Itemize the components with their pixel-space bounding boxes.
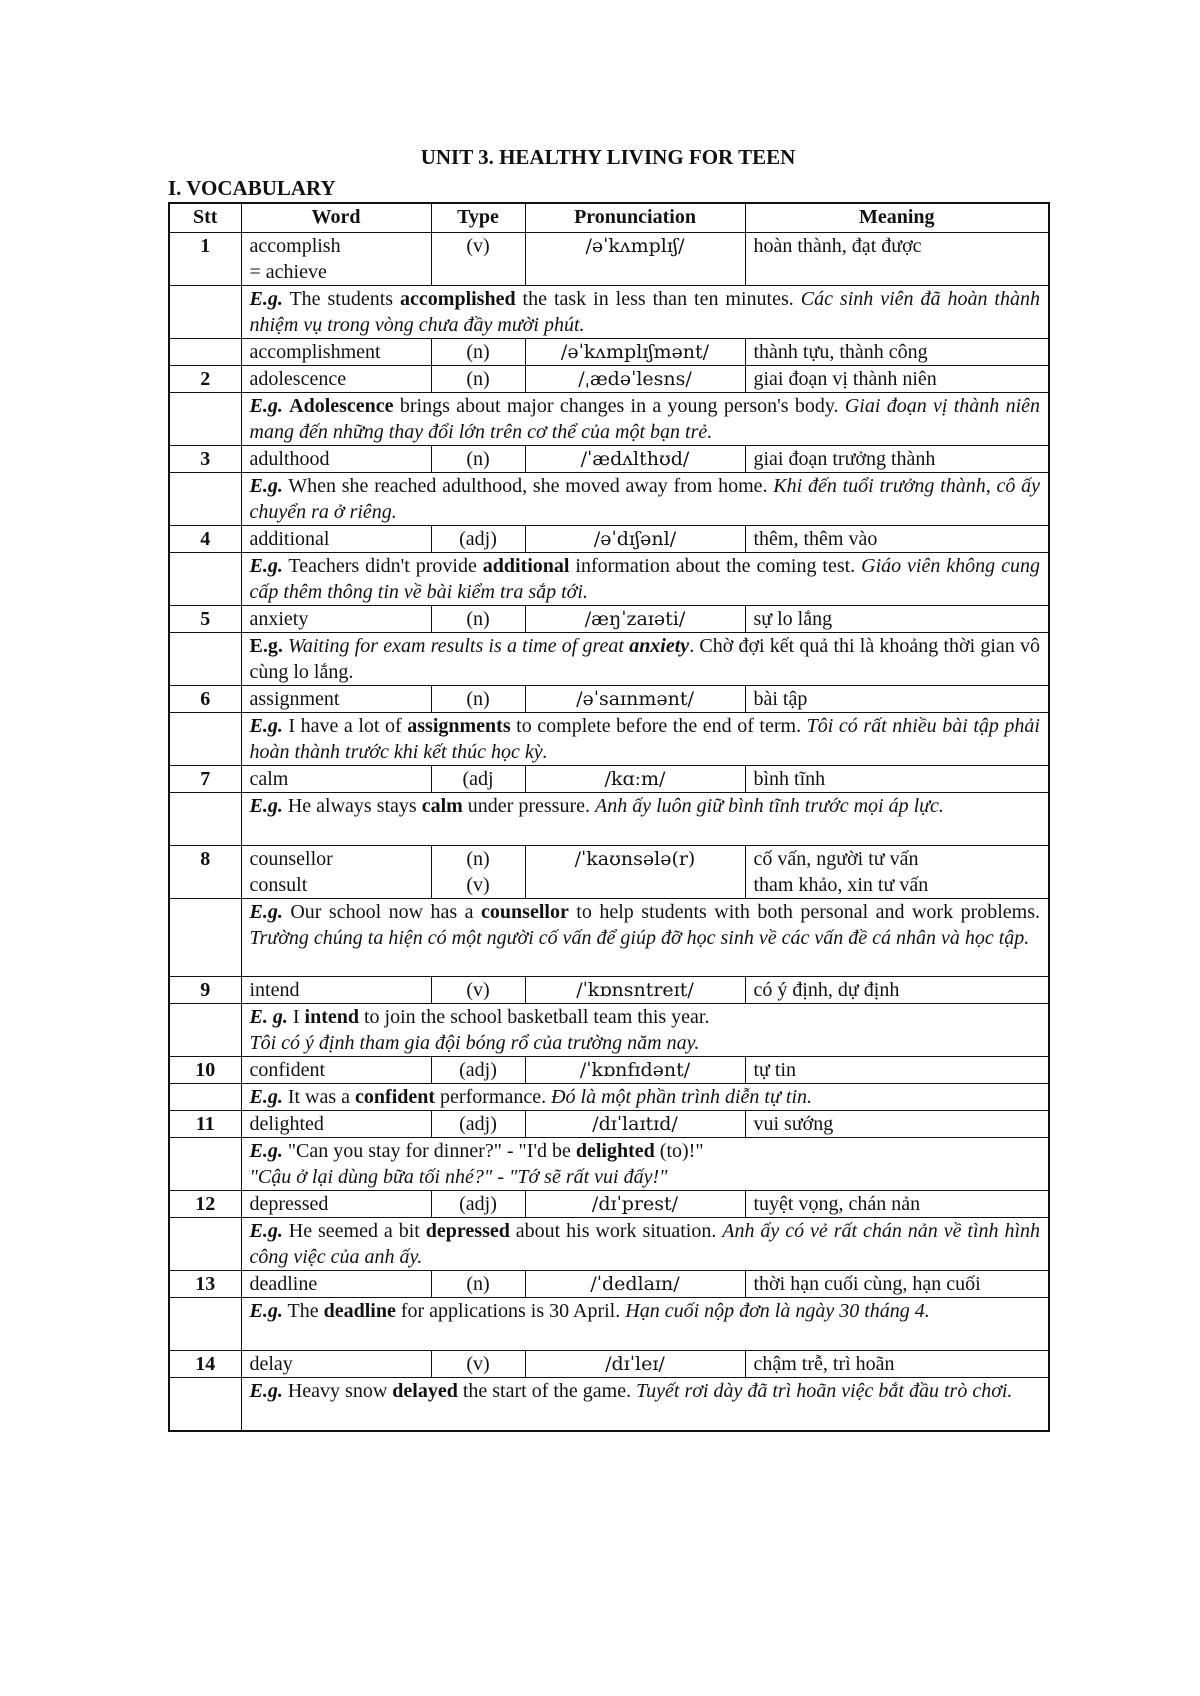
table-row: 6 assignment (n) /əˈsaɪnmənt/ bài tập — [169, 686, 1049, 713]
table-row: 11 delighted (adj) /dɪˈlaɪtɪd/ vui sướng — [169, 1111, 1049, 1138]
example-cell: E.g. I have a lot of assignments to complete before the end of term. Tôi có rất nhiều bài tập phải hoàn thành trước khi kết thúc học kỳ. — [241, 713, 1049, 766]
word-cell — [241, 233, 431, 286]
table-row: 8 counsellor consult (n) (v) /ˈkaʊnsələ(r) cố vấn, người tư vấn tham khảo, xin tư vấn — [169, 846, 1049, 899]
word: accomplish — [249, 235, 341, 257]
example-row — [169, 393, 1049, 446]
example-cell: E.g. Heavy snow delayed the start of the game. Tuyết rơi dày đã trì hoãn việc bắt đầu trò chơi. — [241, 1378, 1049, 1432]
example-row — [169, 1084, 1049, 1111]
stt-cell: 1 — [169, 233, 241, 286]
example-row — [169, 473, 1049, 526]
table-row: 2 adolescence (n) /ˌædəˈlesns/ giai đoạn vị thành niên — [169, 366, 1049, 393]
example-row — [169, 713, 1049, 766]
document-page — [168, 140, 1048, 1432]
meaning-cell: thành tựu, thành công — [745, 339, 1049, 366]
example-cell: E.g. He always stays calm under pressure. Anh ấy luôn giữ bình tĩnh trước mọi áp lực. — [241, 793, 1049, 846]
example-cell: E.g. "Can you stay for dinner?" - "I'd be delighted (to)!" "Cậu ở lại dùng bữa tối nhé?" - "Tớ sẽ rất vui đấy!" — [241, 1138, 1049, 1191]
example-row — [169, 286, 1049, 339]
example-cell: E.g. The students accomplished the task in less than ten minutes. Các sinh viên đã hoàn thành nhiệm vụ trong vòng chưa đầy mười phút. — [241, 286, 1049, 339]
table-row: 3 adulthood (n) /ˈædʌlthʊd/ giai đoạn trưởng thành — [169, 446, 1049, 473]
example-row — [169, 899, 1049, 977]
word-synonym: = achieve — [249, 261, 327, 283]
type-cell: (n) — [431, 339, 525, 366]
table-header-row — [169, 203, 1049, 233]
example-cell: E.g. Adolescence brings about major changes in a young person's body. Giai đoạn vị thành niên mang đến những thay đổi lớn trên cơ thể của một bạn trẻ. — [241, 393, 1049, 446]
example-row — [169, 793, 1049, 846]
table-row: 10 confident (adj) /ˈkɒnfɪdənt/ tự tin — [169, 1057, 1049, 1084]
example-row — [169, 1004, 1049, 1057]
unit-title: UNIT 3. HEALTHY LIVING FOR TEEN — [420, 145, 796, 169]
table-row — [169, 233, 1049, 286]
table-row: 13 deadline (n) /ˈdedlaɪn/ thời hạn cuối cùng, hạn cuối — [169, 1271, 1049, 1298]
type-cell: (v) — [431, 233, 525, 286]
table-row: 9 intend (v) /ˈkɒnsntreɪt/ có ý định, dự định — [169, 977, 1049, 1004]
header-meaning: Meaning — [745, 203, 1049, 233]
example-row — [169, 1218, 1049, 1271]
example-cell: E.g. Teachers didn't provide additional information about the coming test. Giáo viên không cung cấp thêm thông tin về bài kiểm tra sắp tới. — [241, 553, 1049, 606]
example-cell: E.g. Our school now has a counsellor to help students with both personal and work problems. Trường chúng ta hiện có một người cố vấn để giúp đỡ học sinh về các vấn đề cá nhân và học tập. — [241, 899, 1049, 977]
example-row — [169, 553, 1049, 606]
table-row: 4 additional (adj) /əˈdɪʃənl/ thêm, thêm vào — [169, 526, 1049, 553]
header-word: Word — [241, 203, 431, 233]
example-cell: E.g. He seemed a bit depressed about his work situation. Anh ấy có vẻ rất chán nản về tình hình công việc của anh ấy. — [241, 1218, 1049, 1271]
pronunciation-cell: /əˈkʌmplɪʃ/ — [525, 233, 745, 286]
example-cell: E.g. It was a confident performance. Đó là một phần trình diễn tự tin. — [241, 1084, 1049, 1111]
table-row: 5 anxiety (n) /æŋˈzaɪəti/ sự lo lắng — [169, 606, 1049, 633]
example-row — [169, 1298, 1049, 1351]
word-cell: adolescence — [241, 366, 431, 393]
table-row: 12 depressed (adj) /dɪˈprest/ tuyệt vọng, chán nản — [169, 1191, 1049, 1218]
example-cell: E.g. When she reached adulthood, she moved away from home. Khi đến tuổi trưởng thành, cô ấy chuyển ra ở riêng. — [241, 473, 1049, 526]
example-cell: E. g. I intend to join the school basketball team this year. Tôi có ý định tham gia đội bóng rổ của trường năm nay. — [241, 1004, 1049, 1057]
vocabulary-table — [168, 202, 1050, 1432]
word-cell: accomplishment — [241, 339, 431, 366]
section-heading: I. VOCABULARY — [168, 176, 336, 200]
example-row — [169, 633, 1049, 686]
table-row — [169, 339, 1049, 366]
header-pronunciation: Pronunciation — [525, 203, 745, 233]
example-row — [169, 1138, 1049, 1191]
table-row: 14 delay (v) /dɪˈleɪ/ chậm trễ, trì hoãn — [169, 1351, 1049, 1378]
example-cell: E.g. Waiting for exam results is a time of great anxiety. Chờ đợi kết quả thi là khoảng thời gian vô cùng lo lắng. — [241, 633, 1049, 686]
example-cell: E.g. The deadline for applications is 30 April. Hạn cuối nộp đơn là ngày 30 tháng 4. — [241, 1298, 1049, 1351]
example-row — [169, 1378, 1049, 1432]
pronunciation-cell: /əˈkʌmplɪʃmənt/ — [525, 339, 745, 366]
table-row: 7 calm (adj /kɑːm/ bình tĩnh — [169, 766, 1049, 793]
meaning-cell: hoàn thành, đạt được — [745, 233, 1049, 286]
header-stt: Stt — [169, 203, 241, 233]
header-type: Type — [431, 203, 525, 233]
